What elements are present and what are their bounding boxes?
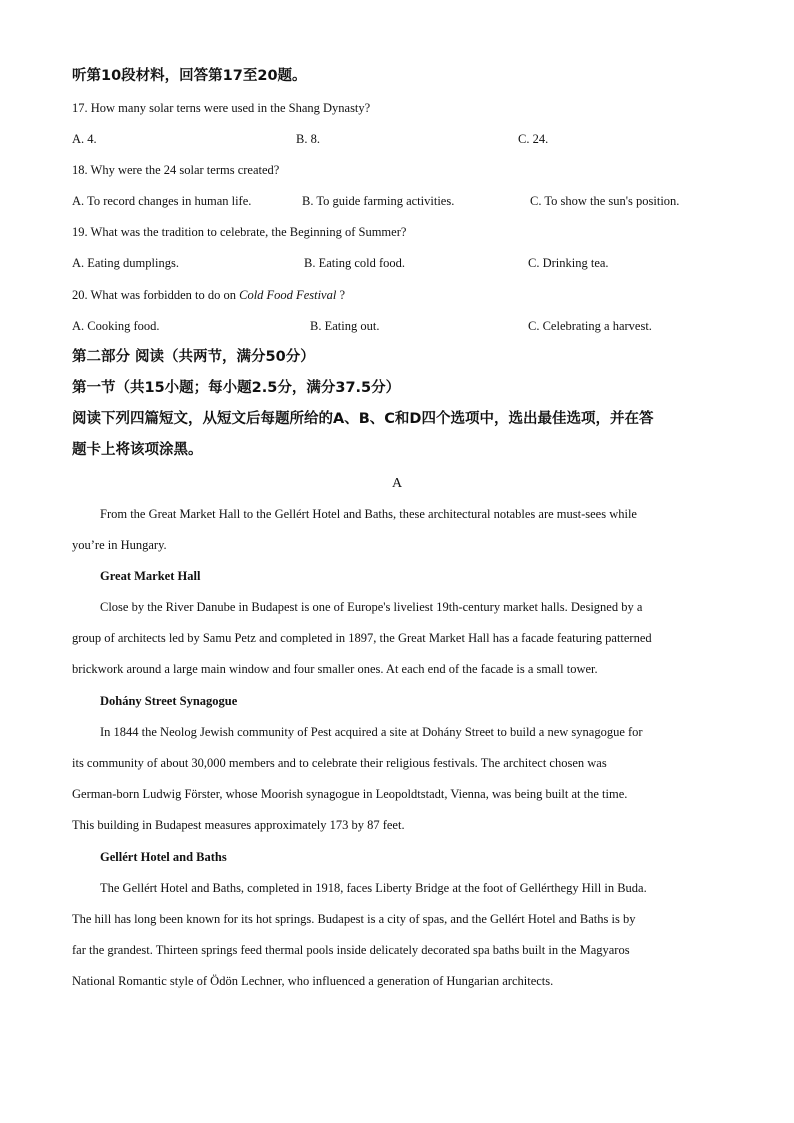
passage-intro-line-1: From the Great Market Hall to the Gellért Hotel and Baths, these architectural notables are must-sees while [100,507,637,521]
question-20-festival-name: Cold Food Festival [239,288,337,302]
question-20-stem-start: 20. What was forbidden to do on [72,288,240,302]
question-19-option-c: C. Drinking tea. [528,256,609,270]
paragraph-line: The Gellért Hotel and Baths, completed in 1918, faces Liberty Bridge at the foot of Gellérthegy Hill in Buda. [100,881,647,895]
section-intro: 听第10段材料，回答第17至20题。 [72,68,307,84]
paragraph-line: In 1844 the Neolog Jewish community of Pest acquired a site at Dohány Street to build a new synagogue for [100,725,643,739]
heading-dohany-street-synagogue: Dohány Street Synagogue [100,694,238,708]
passage-intro [72,506,722,568]
paragraph-line: National Romantic style of Ödön Lechner, who influenced a generation of Hungarian architects. [72,974,554,988]
paragraph-line: far the grandest. Thirteen springs feed thermal pools inside delicately decorated spa baths built in the Magyaros [72,943,630,957]
section-one-title: 第一节（共15小题；每小题2.5分，满分37.5分） [72,380,401,396]
question-18-option-b: B. To guide farming activities. [302,194,455,208]
question-18-option-c: C. To show the sun's position. [530,194,680,208]
question-18-option-a: A. To record changes in human life. [72,194,252,208]
paragraph-line: brickwork around a large main window and four smaller ones. At each end of the facade is a small tower. [72,662,598,676]
question-19-stem: 19. What was the tradition to celebrate, the Beginning of Summer? [72,225,407,239]
question-20-option-b: B. Eating out. [310,319,380,333]
question-17-option-b: B. 8. [296,132,320,146]
question-20-stem [72,287,345,303]
question-17-stem: 17. How many solar terns were used in the Shang Dynasty? [72,101,371,115]
paragraph-line: This building in Budapest measures approximately 173 by 87 feet. [72,818,405,832]
instruction-line-1: 阅读下列四篇短文，从短文后每题所给的A、B、C和D四个选项中，选出最佳选项，并在答 [72,411,654,427]
question-20-option-a: A. Cooking food. [72,319,160,333]
instruction-line-2: 题卡上将该项涂黑。 [72,442,203,458]
paragraph-gellert-hotel-and-baths [72,880,722,1004]
part-two-title: 第二部分 阅读（共两节，满分50分） [72,349,315,365]
heading-gellert-hotel-and-baths: Gellért Hotel and Baths [100,850,227,864]
paragraph-dohany-street-synagogue [72,724,722,848]
heading-great-market-hall: Great Market Hall [100,569,201,583]
question-19-option-b: B. Eating cold food. [304,256,406,270]
paragraph-great-market-hall [72,599,722,692]
paragraph-line: group of architects led by Samu Petz and completed in 1897, the Great Market Hall has a facade featuring patterned [72,631,652,645]
question-19-option-a: A. Eating dumplings. [72,256,179,270]
question-20-option-c: C. Celebrating a harvest. [528,319,652,333]
paragraph-line: Close by the River Danube in Budapest is one of Europe's liveliest 19th-century market halls. Designed by a [100,600,643,614]
question-17-option-c: C. 24. [518,132,549,146]
paragraph-line: The hill has long been known for its hot springs. Budapest is a city of spas, and the Gellért Hotel and Baths is by [72,912,636,926]
paragraph-line: its community of about 30,000 members and to celebrate their religious festivals. The architect chosen was [72,756,607,770]
paragraph-line: German-born Ludwig Förster, whose Moorish synagogue in Leopoldtstadt, Vienna, was being built at the time. [72,787,628,801]
question-17-option-a: A. 4. [72,132,97,146]
question-18-stem: 18. Why were the 24 solar terms created? [72,163,280,177]
passage-label: A [391,476,403,491]
passage-intro-line-2: you’re in Hungary. [72,538,167,552]
question-20-stem-end: ? [336,288,346,302]
